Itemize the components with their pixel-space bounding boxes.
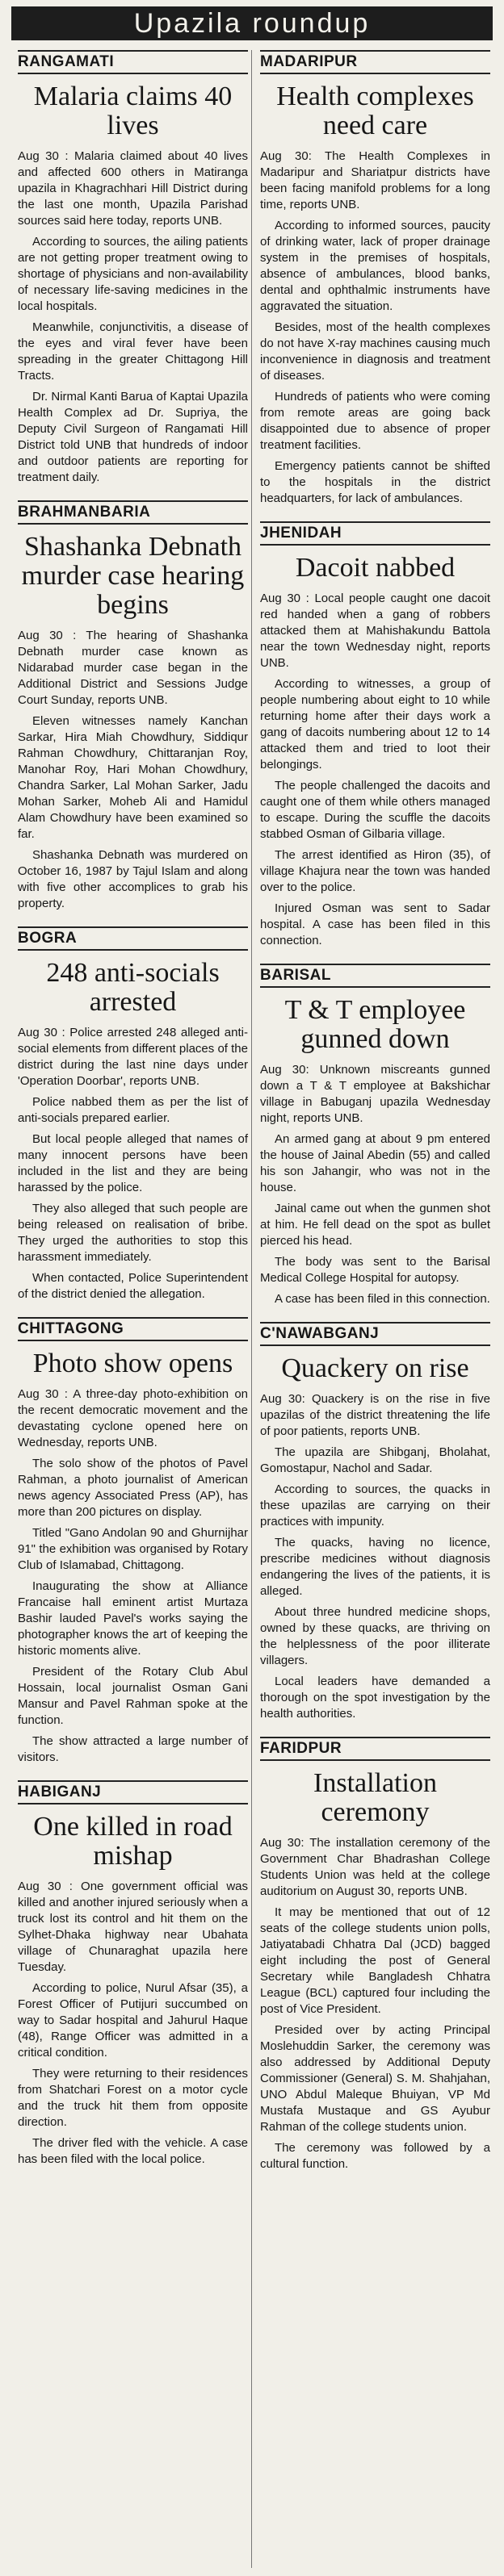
article-body <box>18 148 248 486</box>
paragraph: Police nabbed them as per the list of anti-socials prepared earlier. <box>18 1095 248 1125</box>
story-bogra <box>18 926 248 1303</box>
paragraph: The solo show of the photos of Pavel Rahman, a photo journalist of American news agency Associated Press (AP), has more than 200 pictures on display. <box>18 1457 248 1519</box>
article-body <box>18 1386 248 1766</box>
article-body <box>260 1391 490 1722</box>
headline: T & T employee gunned down <box>284 995 466 1054</box>
article-body <box>260 1835 490 2172</box>
story-rangamati <box>18 50 248 486</box>
story-jhenidah <box>260 521 490 949</box>
paragraph: Aug 30 : The hearing of Shashanka Debnath murder case known as Nidarabad murder case began in the Additional District and Sessions Judge Court Sunday, reports UNB. <box>18 629 248 707</box>
paragraph: According to sources, the quacks in these upazilas are carrying on their practices with impunity. <box>260 1482 490 1528</box>
paragraph: The ceremony was followed by a cultural function. <box>260 2141 490 2171</box>
headline: Photo show opens <box>32 1349 233 1378</box>
article-body <box>18 1025 248 1303</box>
paragraph: When contacted, Police Superintendent of the district denied the allegation. <box>18 1271 248 1301</box>
paragraph: The quacks, having no licence, prescribe medicines without diagnosis endangering the lives of the patients, it is alleged. <box>260 1536 490 1598</box>
headline: One killed in road mishap <box>33 1812 233 1871</box>
left-column <box>18 50 248 2182</box>
story-faridpur <box>260 1737 490 2172</box>
paragraph: Dr. Nirmal Kanti Barua of Kaptai Upazila Health Complex ad Dr. Supriya, the Deputy Civil Surgeon of Rangamati Hill District told UNB that hundreds of indoor and outdoor patients are reporting for treatment daily. <box>18 390 248 484</box>
paragraph: Aug 30 : Police arrested 248 alleged anti-social elements from different places of the district during the last nine days under 'Operation Doorbar', reports UNB. <box>18 1026 248 1088</box>
article-body <box>18 628 248 912</box>
paragraph: The upazila are Shibganj, Bholahat, Gomostapur, Nachol and Sadar. <box>260 1445 490 1475</box>
section-label: BARISAL <box>260 964 490 988</box>
paragraph: The body was sent to the Barisal Medical College Hospital for autopsy. <box>260 1255 490 1285</box>
story-brahmanbaria <box>18 500 248 912</box>
story-habiganj <box>18 1780 248 2168</box>
article-body <box>18 1879 248 2168</box>
paragraph: A case has been filed in this connection. <box>275 1292 490 1306</box>
paragraph: Aug 30 : A three-day photo-exhibition on the recent democratic movement and the devastating cyclone opened here on Wednesday, reports UNB. <box>18 1387 248 1449</box>
paragraph: The people challenged the dacoits and caught one of them while others managed to escape. During the scuffle the dacoits stabbed Osman of Gilbaria village. <box>260 779 490 841</box>
paragraph: Titled "Gano Andolan 90 and Ghurnijhar 91" the exhibition was organised by Rotary Club of Islamabad, Chittagong. <box>18 1526 248 1572</box>
paragraph: They also alleged that such people are being released on realisation of bribe. They urged the authorities to stop this harassment immediately. <box>18 1202 248 1264</box>
headline: Quackery on rise <box>281 1353 469 1383</box>
story-madaripur <box>260 50 490 507</box>
paragraph: According to police, Nurul Afsar (35), a Forest Officer of Putijuri succumbed on way to Sadar hospital and Jahurul Haque (48), Range Officer was admitted in a critical condition. <box>18 1981 248 2060</box>
headline: Dacoit nabbed <box>295 553 456 583</box>
column-divider <box>251 50 252 2568</box>
paragraph: According to witnesses, a group of people numbering about eight to 10 while returning home after their days work a gang of dacoits numbering about 12 to 14 attacked them and tried to loot their belongings. <box>260 677 490 772</box>
paragraph: Aug 30: Quackery is on the rise in five upazilas of the district threatening the life of poor patients, reports UNB. <box>260 1392 490 1438</box>
paragraph: The driver fled with the vehicle. A case has been filed with the local police. <box>18 2136 248 2166</box>
paragraph: Inaugurating the show at Alliance Francaise hall eminent artist Murtaza Bashir lauded Pavel's works saying the photographer knows the art of keeping the historic moments alive. <box>18 1579 248 1658</box>
paragraph: Meanwhile, conjunctivitis, a disease of the eyes and viral fever have been spreading in the greater Chittagong Hill Tracts. <box>18 320 248 383</box>
paragraph: They were returning to their residences from Shatchari Forest on a motor cycle and the truck hit them from opposite direction. <box>18 2067 248 2129</box>
paragraph: Aug 30 : Malaria claimed about 40 lives and affected 600 others in Matiranga upazila in Khagrachhari Hill District during the last one month, Upazila Parishad sources said here today, reports UNB. <box>18 149 248 228</box>
paragraph: According to informed sources, paucity of drinking water, lack of proper drainage system in the premises of hospitals, absence of ambulances, blood banks, dental and ophthalmic instruments have aggravated the situation. <box>260 219 490 313</box>
headline: 248 anti-socials arrested <box>46 958 220 1017</box>
story-cnawabganj <box>260 1322 490 1722</box>
paragraph: It may be mentioned that out of 12 seats of the college students union polls, Jatiyatabadi Chhatra Dal (JCD) bagged eight including the post of General Secretary while Bangladesh Chhatra League (BCL) captured four including the post of Vice President. <box>260 1905 490 2016</box>
paragraph: Emergency patients cannot be shifted to the hospitals in the district headquarters, for lack of ambulances. <box>260 459 490 505</box>
paragraph: Aug 30: Unknown miscreants gunned down a T & T employee at Bakshichar village in Babuganj upazila Wednesday night, reports UNB. <box>260 1063 490 1125</box>
article-body <box>260 591 490 949</box>
paragraph: According to sources, the ailing patients are not getting proper treatment owing to shortage of physicians and non-availability of necessary life-saving medicines in the local hospitals. <box>18 235 248 313</box>
paragraph: The show attracted a large number of visitors. <box>18 1734 248 1764</box>
section-label: MADARIPUR <box>260 50 490 74</box>
paragraph: Aug 30 : Local people caught one dacoit red handed when a gang of robbers attacked them at Mahishakundu Battola near the town Wednesday night, reports UNB. <box>260 592 490 670</box>
headline: Malaria claims 40 lives <box>33 82 233 140</box>
paragraph: An armed gang at about 9 pm entered the house of Jainal Abedin (55) and called his son Jahangir, who was not in the house. <box>260 1132 490 1194</box>
paragraph: Eleven witnesses namely Kanchan Sarkar, Hira Miah Chowdhury, Siddiqur Rahman Chowdhury, Chittaranjan Roy, Manohar Roy, Hari Mohan Chowdhury, Chandra Sarker, Lal Mohan Sarker, Jadu Mohan Sarker, Moheb Ali and Hamidul Alam Chowdhury have been examined so far. <box>18 714 248 841</box>
section-label: BRAHMANBARIA <box>18 500 248 525</box>
paragraph: Injured Osman was sent to Sadar hospital. A case has been filed in this connection. <box>260 901 490 947</box>
section-label: BOGRA <box>18 926 248 951</box>
paragraph: President of the Rotary Club Abul Hossain, local journalist Osman Gani Mansur and Pavel Rahman spoke at the function. <box>18 1665 248 1727</box>
paragraph: The arrest identified as Hiron (35), of village Khajura near the town was handed over to the police. <box>260 848 490 894</box>
headline: Health complexes need care <box>276 82 474 140</box>
paragraph: But local people alleged that names of many innocent persons have been included in the list and they are being harassed by the police. <box>18 1132 248 1194</box>
story-chittagong <box>18 1317 248 1766</box>
story-barisal <box>260 964 490 1307</box>
paragraph: Besides, most of the health complexes do not have X-ray machines causing much inconvenience in diagnosis and treatment of diseases. <box>260 320 490 383</box>
paragraph: Presided over by acting Principal Moslehuddin Sarker, the ceremony was also addressed by Additional Deputy Commissioner (General) S. M. Shahjahan, UNO Abdul Maleque Bhuiyan, VP Md Mustafa Mustaque and GS Ayubur Rahman of the college students union. <box>260 2023 490 2134</box>
article-body <box>260 1062 490 1307</box>
section-label: FARIDPUR <box>260 1737 490 1761</box>
section-label: HABIGANJ <box>18 1780 248 1804</box>
paragraph: Aug 30 : One government official was killed and another injured seriously when a truck lost its control and hit them on the Sylhet-Dhaka highway near Ubahata village of Chunaraghat upazila here Tuesday. <box>18 1880 248 1974</box>
article-body <box>260 148 490 507</box>
paragraph: Jainal came out when the gunmen shot at him. He fell dead on the spot as bullet pierced his head. <box>260 1202 490 1248</box>
headline: Shashanka Debnath murder case hearing begins <box>21 532 245 620</box>
paragraph: About three hundred medicine shops, owned by these quacks, are thriving on the helplessness of the poor illiterate villagers. <box>260 1605 490 1667</box>
section-label: CHITTAGONG <box>18 1317 248 1341</box>
paragraph: Local leaders have demanded a thorough on the spot investigation by the health authorities. <box>260 1675 490 1721</box>
right-column <box>260 50 490 2187</box>
headline: Installation ceremony <box>313 1768 437 1827</box>
paragraph: Hundreds of patients who were coming from remote areas are going back disappointed due to absence of proper treatment facilities. <box>260 390 490 452</box>
paragraph: Aug 30: The installation ceremony of the Government Char Bhadrashan College Students Union was held at the college auditorium on August 30, reports UNB. <box>260 1836 490 1898</box>
paragraph: Aug 30: The Health Complexes in Madaripur and Shariatpur districts have been facing manifold problems for a long time, reports UNB. <box>260 149 490 211</box>
section-label: C'NAWABGANJ <box>260 1322 490 1346</box>
section-label: JHENIDAH <box>260 521 490 546</box>
masthead: Upazila roundup <box>11 6 493 40</box>
paragraph: Shashanka Debnath was murdered on October 16, 1987 by Tajul Islam and along with five other accomplices to grab his property. <box>18 848 248 910</box>
section-label: RANGAMATI <box>18 50 248 74</box>
